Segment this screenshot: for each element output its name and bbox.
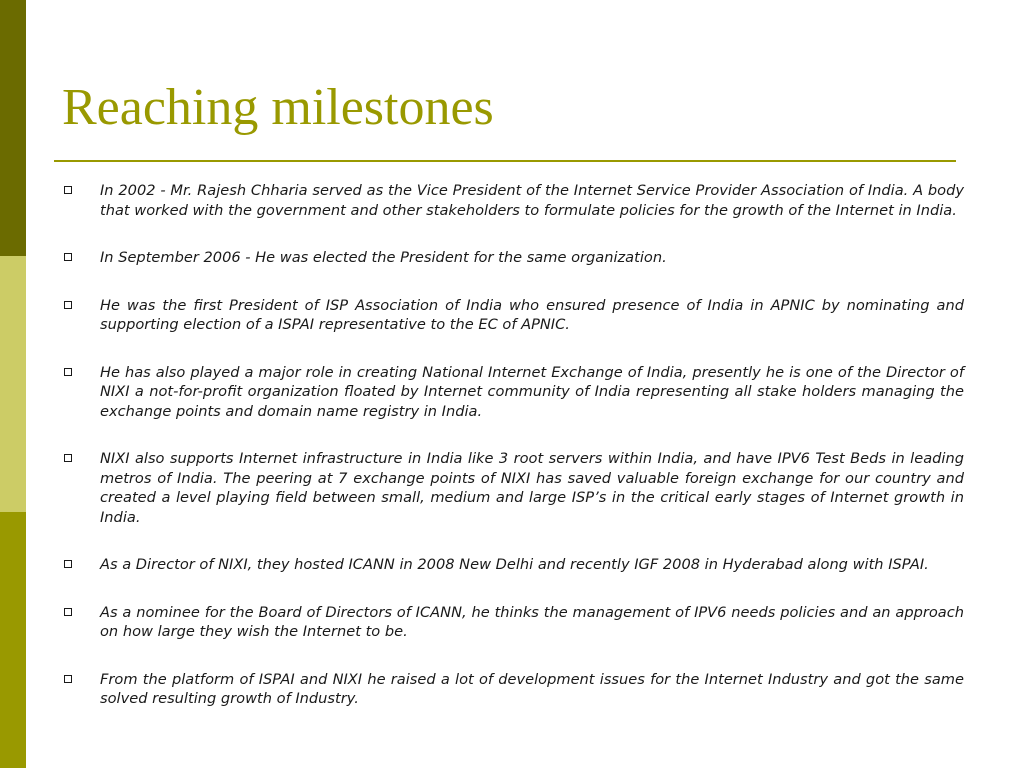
bullet-text: He was the first President of ISP Association of India who ensured presence of India in APNIC by nominating and supporting election of a ISPAI representative to the EC of APNIC.	[100, 296, 964, 333]
slide-title: Reaching milestones	[62, 79, 494, 136]
bullet-item	[62, 555, 964, 575]
bullet-text: In September 2006 - He was elected the President for the same organization.	[100, 249, 667, 266]
bullet-item	[62, 363, 964, 422]
bullet-text: He has also played a major role in creating National Internet Exchange of India, presently he is one of the Director of NIXI a not-for-profit organization floated by Internet community of India representing all stake holders managing the exchange points and domain name registry in India.	[100, 363, 964, 420]
bullet-text: In 2002 - Mr. Rajesh Chharia served as the Vice President of the Internet Service Provider Association of India. A body that worked with the government and other stakeholders to formulate policies for the growth of the Internet in India.	[100, 182, 964, 219]
square-bullet-icon	[64, 186, 72, 194]
bullet-item	[62, 603, 964, 642]
bullet-text: From the platform of ISPAI and NIXI he raised a lot of development issues for the Internet Industry and got the same solved resulting growth of Industry.	[100, 670, 964, 707]
side-bar-bottom	[0, 512, 26, 768]
bullet-item	[62, 670, 964, 709]
bullet-item	[62, 449, 964, 527]
bullet-list	[62, 181, 964, 737]
bullet-item	[62, 248, 964, 268]
square-bullet-icon	[64, 454, 72, 462]
bullet-text: NIXI also supports Internet infrastructure in India like 3 root servers within India, and have IPV6 Test Beds in leading metros of India. The peering at 7 exchange points of NIXI has saved valuable foreign exchange for our country and created a level playing field between small, medium and large ISP’s in the critical early stages of Internet growth in India.	[100, 450, 964, 526]
bullet-text: As a Director of NIXI, they hosted ICANN in 2008 New Delhi and recently IGF 2008 in Hyderabad along with ISPAI.	[100, 556, 929, 573]
square-bullet-icon	[64, 253, 72, 261]
square-bullet-icon	[64, 675, 72, 683]
square-bullet-icon	[64, 560, 72, 568]
square-bullet-icon	[64, 301, 72, 309]
bullet-item	[62, 296, 964, 335]
square-bullet-icon	[64, 368, 72, 376]
title-divider	[54, 160, 956, 162]
side-bar-top	[0, 0, 26, 256]
bullet-text: As a nominee for the Board of Directors of ICANN, he thinks the management of IPV6 needs policies and an approach on how large they wish the Internet to be.	[100, 603, 964, 640]
bullet-item	[62, 181, 964, 220]
side-bar-middle	[0, 256, 26, 512]
square-bullet-icon	[64, 608, 72, 616]
